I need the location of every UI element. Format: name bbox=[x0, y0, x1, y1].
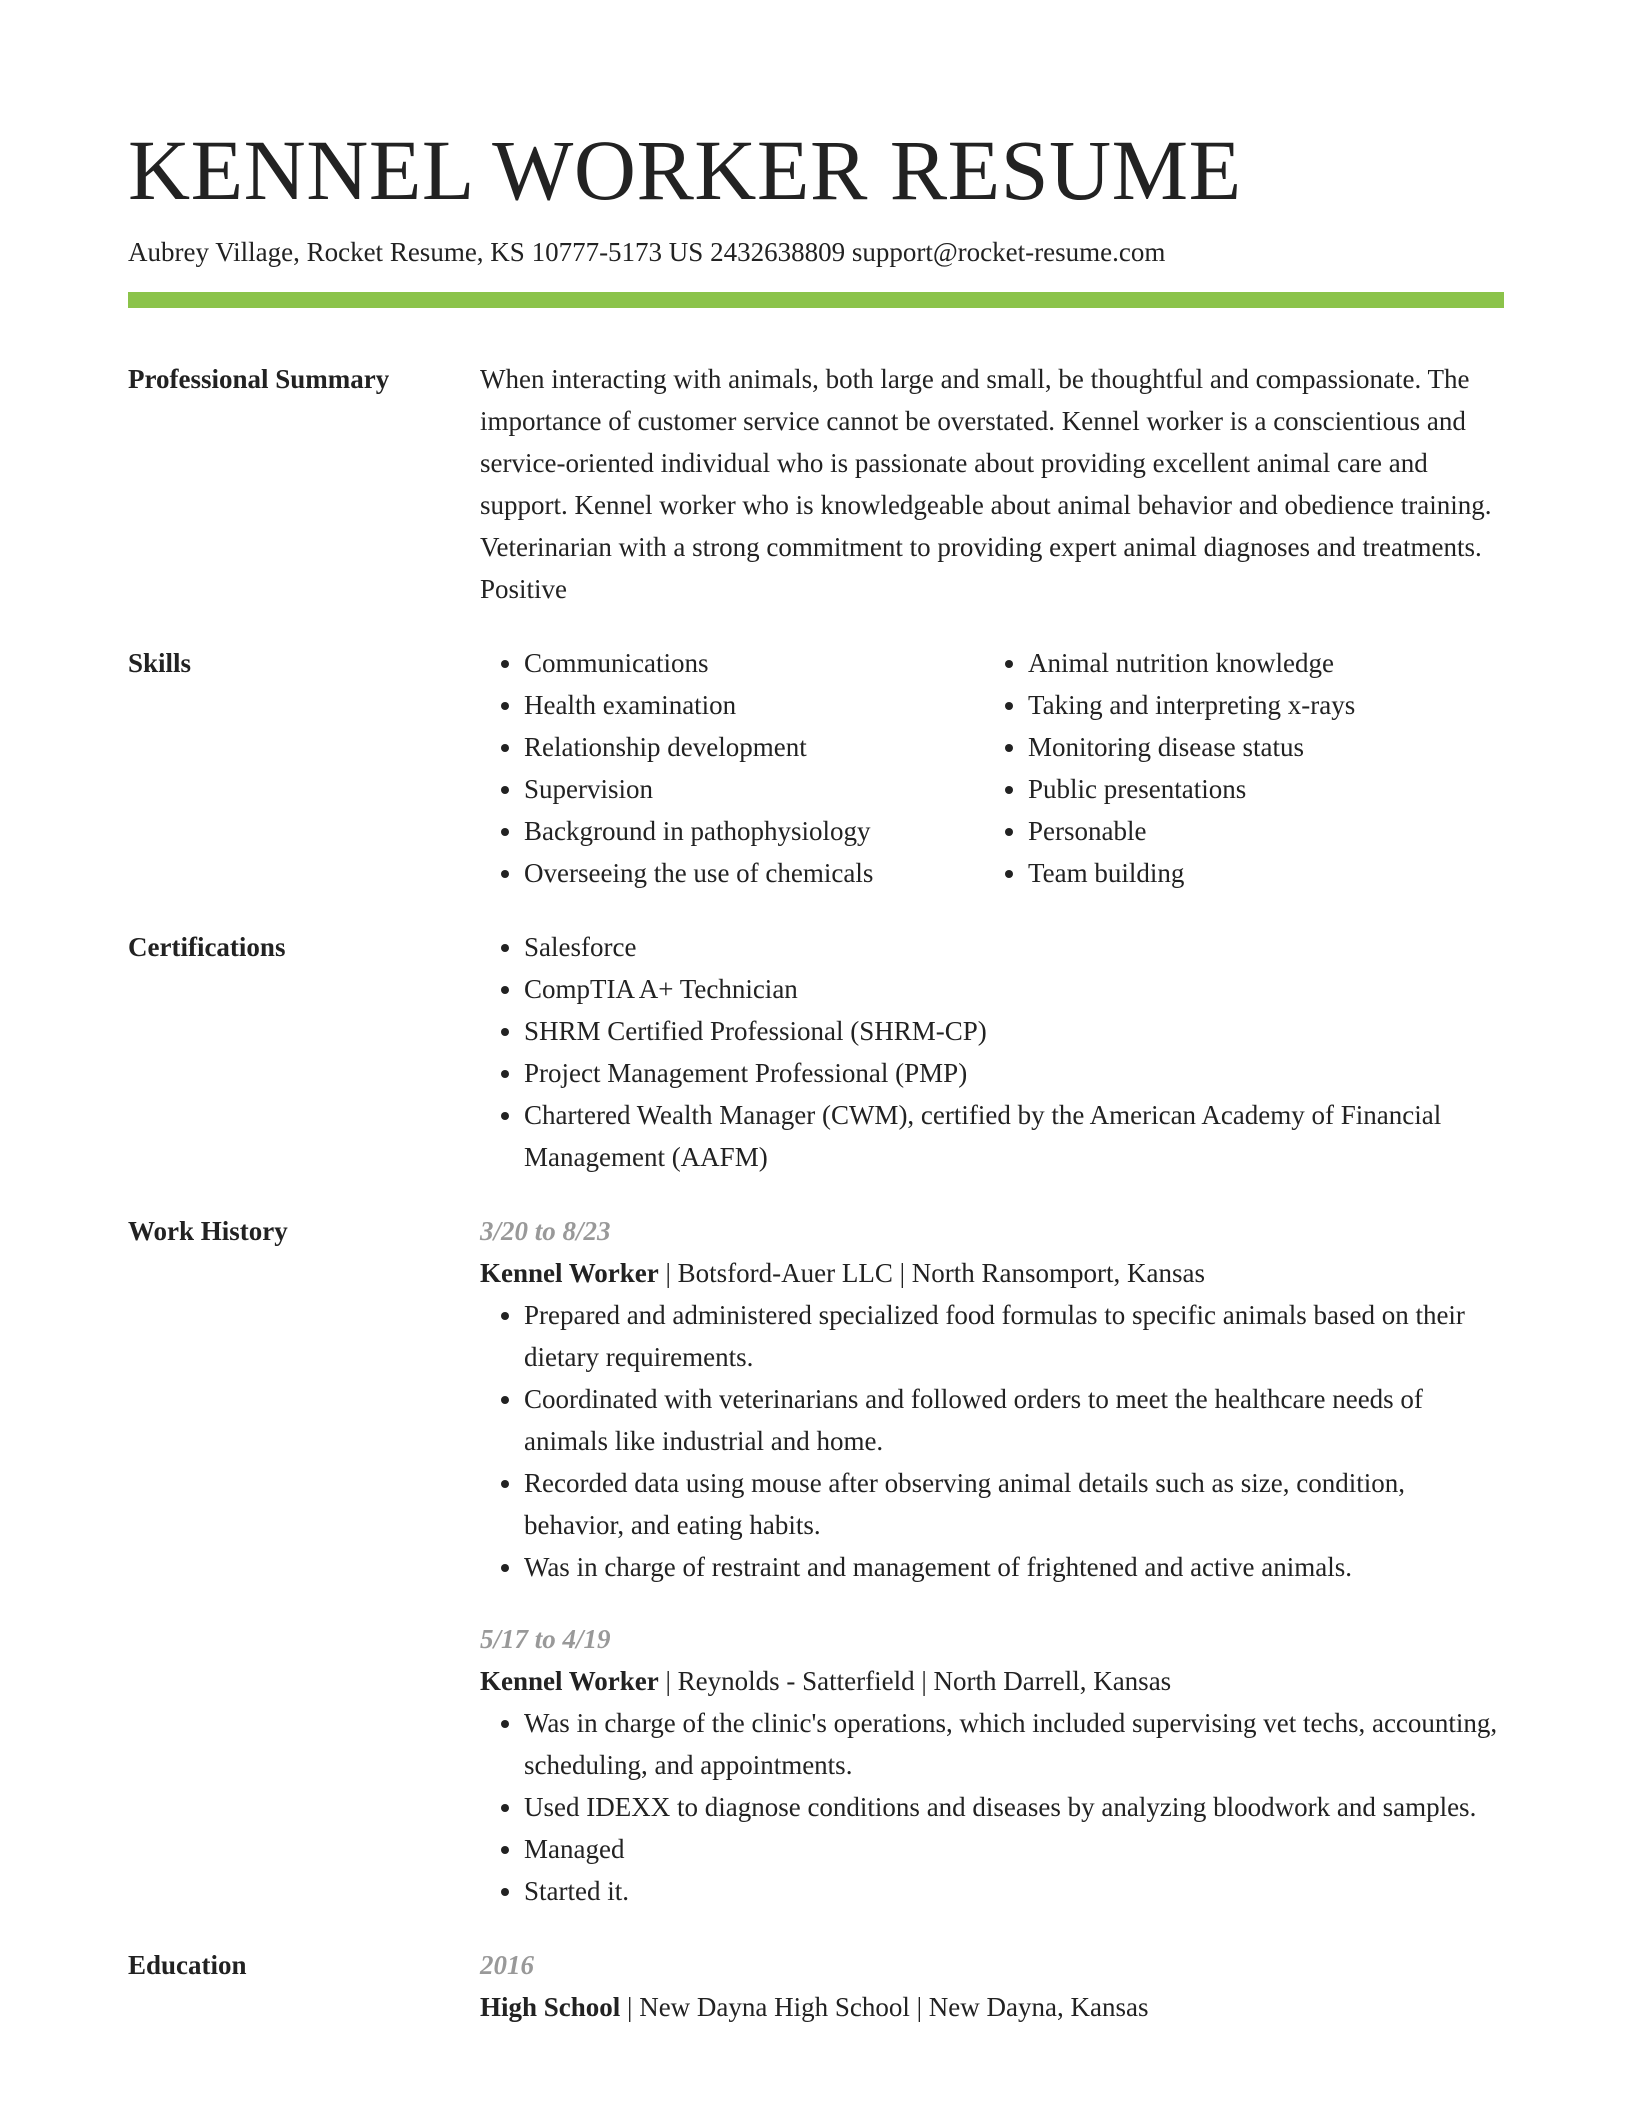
skill-item: • Public presentations bbox=[1028, 768, 1355, 810]
skills-list bbox=[480, 642, 1504, 894]
job-title: Kennel Worker bbox=[480, 1666, 659, 1696]
section-label: Professional Summary bbox=[128, 364, 390, 394]
certifications-list bbox=[480, 926, 1504, 1178]
job-entry bbox=[480, 1210, 1504, 1588]
job-bullet: • Prepared and administered specialized food formulas to specific animals based on their dietary requirements. bbox=[524, 1294, 1504, 1378]
accent-divider bbox=[128, 292, 1504, 308]
job-dates: 3/20 to 8/23 bbox=[480, 1216, 611, 1246]
job-bullet-list bbox=[480, 1702, 1504, 1912]
skill-item: • Taking and interpreting x-rays bbox=[1028, 684, 1355, 726]
summary-text: When interacting with animals, both large and small, be thoughtful and compassionate. The importance of customer service cannot be overstated. Kennel worker is a conscientious and service-oriented individual who is passionate about providing excellent animal care and support. Kennel worker who is knowledgeable about animal behavior and obedience training. Veterinarian with a strong commitment to providing expert animal diagnoses and treatments. Positive bbox=[480, 364, 1492, 604]
job-dates: 5/17 to 4/19 bbox=[480, 1624, 611, 1654]
skill-item: • Relationship development bbox=[524, 726, 984, 768]
job-bullet: • Recorded data using mouse after observing animal details such as size, condition, behavior, and eating habits. bbox=[524, 1462, 1504, 1546]
section-professional-summary bbox=[128, 358, 1504, 610]
section-skills bbox=[128, 642, 1504, 894]
section-work-history bbox=[128, 1210, 1504, 1912]
certification-item: • Project Management Professional (PMP) bbox=[524, 1052, 1504, 1094]
section-label: Skills bbox=[128, 648, 192, 678]
section-certifications bbox=[128, 926, 1504, 1178]
section-label: Certifications bbox=[128, 932, 286, 962]
certification-item: • SHRM Certified Professional (SHRM-CP) bbox=[524, 1010, 1504, 1052]
job-bullet: • Used IDEXX to diagnose conditions and diseases by analyzing bloodwork and samples. bbox=[524, 1786, 1504, 1828]
section-label: Education bbox=[128, 1950, 247, 1980]
certification-item: • Chartered Wealth Manager (CWM), certified by the American Academy of Financial Management (AAFM) bbox=[524, 1094, 1504, 1178]
job-bullet: • Managed bbox=[524, 1828, 1504, 1870]
education-year: 2016 bbox=[480, 1950, 534, 1980]
job-heading bbox=[480, 1252, 1504, 1294]
job-entry bbox=[480, 1618, 1504, 1912]
skill-item: • Overseeing the use of chemicals bbox=[524, 852, 984, 894]
resume-title: KENNEL WORKER RESUME bbox=[128, 122, 1242, 218]
skill-item: • Monitoring disease status bbox=[1028, 726, 1355, 768]
education-heading bbox=[480, 1986, 1504, 2028]
skill-item: • Supervision bbox=[524, 768, 984, 810]
skill-item: • Team building bbox=[1028, 852, 1355, 894]
certification-item: • Salesforce bbox=[524, 926, 1504, 968]
skill-item: • Communications bbox=[524, 642, 984, 684]
job-employer-location: | Reynolds - Satterfield | North Darrell, Kansas bbox=[658, 1666, 1172, 1696]
contact-line: Aubrey Village, Rocket Resume, KS 10777-5173 US 2432638809 support@rocket-resume.com bbox=[128, 237, 1166, 267]
section-label: Work History bbox=[128, 1216, 288, 1246]
education-entry bbox=[480, 1944, 1504, 2028]
certification-item: • CompTIA A+ Technician bbox=[524, 968, 1504, 1010]
job-bullet: • Started it. bbox=[524, 1870, 1504, 1912]
job-bullet: • Was in charge of restraint and management of frightened and active animals. bbox=[524, 1546, 1504, 1588]
skill-item: • Animal nutrition knowledge bbox=[1028, 642, 1355, 684]
job-bullet: • Coordinated with veterinarians and followed orders to meet the healthcare needs of animals like industrial and home. bbox=[524, 1378, 1504, 1462]
section-education bbox=[128, 1944, 1504, 2028]
skill-item: • Background in pathophysiology bbox=[524, 810, 984, 852]
skill-item: • Personable bbox=[1028, 810, 1355, 852]
job-bullet-list bbox=[480, 1294, 1504, 1588]
job-heading bbox=[480, 1660, 1504, 1702]
skills-column-right bbox=[984, 642, 1355, 894]
job-bullet: • Was in charge of the clinic's operations, which included supervising vet techs, accounting, scheduling, and appointments. bbox=[524, 1702, 1504, 1786]
skills-column-left bbox=[480, 642, 984, 894]
education-school-location: | New Dayna High School | New Dayna, Kansas bbox=[620, 1992, 1149, 2022]
skill-item: • Health examination bbox=[524, 684, 984, 726]
education-title: High School bbox=[480, 1992, 621, 2022]
job-employer-location: | Botsford-Auer LLC | North Ransomport, Kansas bbox=[658, 1258, 1205, 1288]
resume-page bbox=[128, 0, 1504, 2028]
job-title: Kennel Worker bbox=[480, 1258, 659, 1288]
